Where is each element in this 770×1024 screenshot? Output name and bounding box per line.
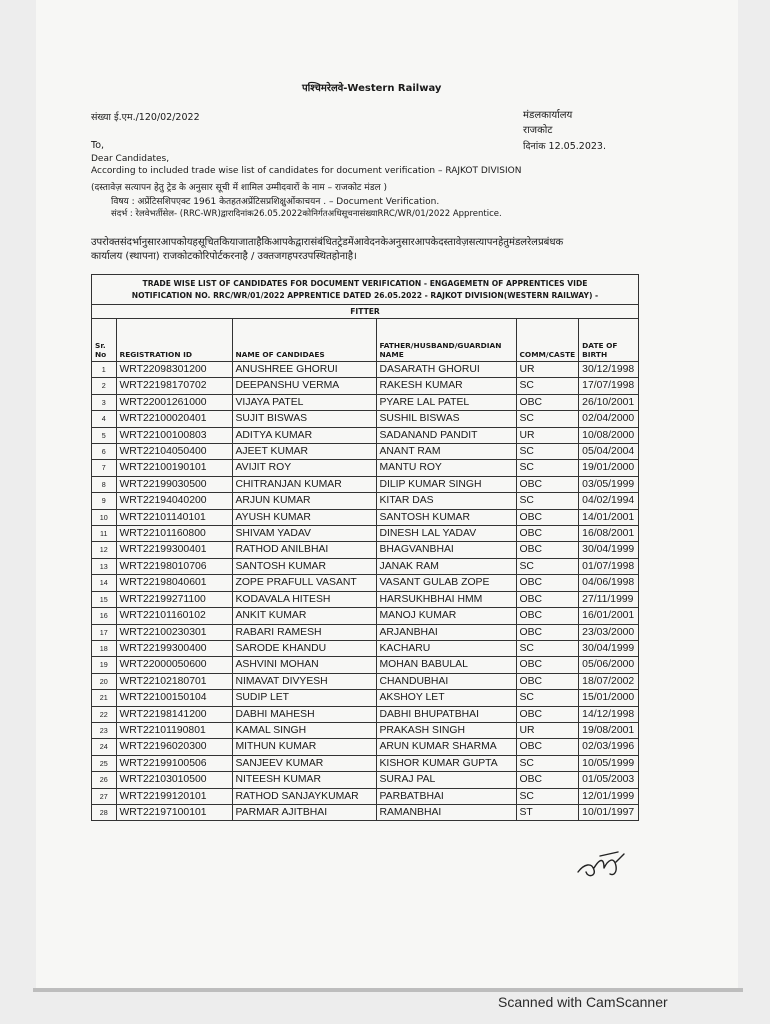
cell-registration-id: WRT22197100101 [116, 804, 232, 820]
office-city: राजकोट [523, 125, 553, 136]
cell-sr: 23 [92, 722, 116, 738]
cell-candidate-name: NITEESH KUMAR [232, 772, 376, 788]
table-row [92, 755, 638, 771]
cell-candidate-name: AJEET KUMAR [232, 444, 376, 460]
cell-sr: 26 [92, 772, 116, 788]
table-row [92, 722, 638, 738]
cell-sr: 22 [92, 706, 116, 722]
cell-dob: 01/07/1998 [579, 558, 638, 574]
table-row [92, 788, 638, 804]
cell-candidate-name: SHIVAM YADAV [232, 526, 376, 542]
letter-title: पश्चिमरेलवे-Western Railway [302, 83, 442, 94]
cell-category: OBC [516, 624, 579, 640]
cell-candidate-name: AYUSH KUMAR [232, 509, 376, 525]
table-row [92, 673, 638, 689]
cell-registration-id: WRT22199120101 [116, 788, 232, 804]
cell-category: SC [516, 558, 579, 574]
header-sr: Sr. No [92, 319, 116, 362]
cell-sr: 16 [92, 608, 116, 624]
cell-father-name: SADANAND PANDIT [376, 427, 516, 443]
cell-candidate-name: ZOPE PRAFULL VASANT [232, 575, 376, 591]
cell-sr: 3 [92, 394, 116, 410]
scanner-watermark: Scanned with CamScanner [498, 994, 668, 1010]
cell-candidate-name: AVIJIT ROY [232, 460, 376, 476]
cell-father-name: MANOJ KUMAR [376, 608, 516, 624]
cell-father-name: CHANDUBHAI [376, 673, 516, 689]
scan-edge [33, 988, 743, 992]
addressee: To, [91, 140, 105, 151]
cell-registration-id: WRT22196020300 [116, 739, 232, 755]
table-row [92, 394, 638, 410]
cell-registration-id: WRT22101160102 [116, 608, 232, 624]
cell-sr: 2 [92, 378, 116, 394]
cell-sr: 13 [92, 558, 116, 574]
cell-category: UR [516, 362, 579, 378]
instruction-line-2: कार्यालय (स्थापना) राजकोटकोरिपोर्टकरनाहै / उक्तजगहपरउपस्थितहोनाहै। [91, 251, 357, 262]
cell-dob: 10/05/1999 [579, 755, 638, 771]
cell-dob: 02/04/2000 [579, 411, 638, 427]
cell-category: SC [516, 788, 579, 804]
cell-category: OBC [516, 591, 579, 607]
subject-line: विषय : अप्रेंटिसशिपएक्ट 1961 केतहतअप्रेंटिसप्रशिक्षुओंकाचयन . – Document Verification. [111, 197, 440, 207]
cell-dob: 16/01/2001 [579, 608, 638, 624]
cell-father-name: RAMANBHAI [376, 804, 516, 820]
header-dob: DATE OF BIRTH [579, 319, 638, 362]
cell-sr: 15 [92, 591, 116, 607]
table-heading-line-2: NOTIFICATION NO. RRC/WR/01/2022 APPRENTICE DATED 26.05.2022 - RAJKOT DIVISION(WESTERN RAILWAY) - [131, 291, 599, 300]
cell-sr: 4 [92, 411, 116, 427]
cell-candidate-name: ASHVINI MOHAN [232, 657, 376, 673]
cell-category: ST [516, 804, 579, 820]
cell-registration-id: WRT22101160800 [116, 526, 232, 542]
cell-category: SC [516, 444, 579, 460]
header-registration: REGISTRATION ID [116, 319, 232, 362]
cell-father-name: RAKESH KUMAR [376, 378, 516, 394]
table-row [92, 362, 638, 378]
cell-registration-id: WRT22198010706 [116, 558, 232, 574]
cell-sr: 24 [92, 739, 116, 755]
table-row [92, 640, 638, 656]
table-row [92, 542, 638, 558]
cell-father-name: DABHI BHUPATBHAI [376, 706, 516, 722]
cell-category: OBC [516, 608, 579, 624]
cell-registration-id: WRT22101190801 [116, 722, 232, 738]
cell-candidate-name: SUDIP LET [232, 690, 376, 706]
cell-registration-id: WRT22100150104 [116, 690, 232, 706]
cell-candidate-name: SANJEEV KUMAR [232, 755, 376, 771]
reference-line: संदर्भ : रेलवेभर्तीसेल- (RRC-WR)द्वारादिनांक26.05.2022कोनिर्गतअधिसूचनासंख्याRRC/WR/01/2022 Apprentice. [111, 209, 502, 219]
trade-name: FITTER [92, 305, 638, 319]
cell-candidate-name: DABHI MAHESH [232, 706, 376, 722]
cell-dob: 10/01/1997 [579, 804, 638, 820]
cell-father-name: AKSHOY LET [376, 690, 516, 706]
cell-registration-id: WRT22198170702 [116, 378, 232, 394]
cell-dob: 02/03/1996 [579, 739, 638, 755]
cell-registration-id: WRT22198040601 [116, 575, 232, 591]
office-name: मंडलकार्यालय [523, 110, 573, 121]
cell-category: OBC [516, 772, 579, 788]
table-heading [92, 275, 638, 305]
cell-father-name: MOHAN BABULAL [376, 657, 516, 673]
cell-candidate-name: KODAVALA HITESH [232, 591, 376, 607]
cell-sr: 20 [92, 673, 116, 689]
cell-father-name: MANTU ROY [376, 460, 516, 476]
cell-category: OBC [516, 542, 579, 558]
cell-registration-id: WRT22000050600 [116, 657, 232, 673]
cell-registration-id: WRT22101140101 [116, 509, 232, 525]
cell-registration-id: WRT22001261000 [116, 394, 232, 410]
table-row [92, 526, 638, 542]
header-category: COMM/CASTE [516, 319, 579, 362]
cell-dob: 15/01/2000 [579, 690, 638, 706]
cell-category: OBC [516, 509, 579, 525]
cell-category: SC [516, 755, 579, 771]
cell-dob: 26/10/2001 [579, 394, 638, 410]
cell-category: OBC [516, 394, 579, 410]
cell-category: OBC [516, 657, 579, 673]
cell-registration-id: WRT22199271100 [116, 591, 232, 607]
cell-father-name: SANTOSH KUMAR [376, 509, 516, 525]
table-row [92, 558, 638, 574]
cell-dob: 01/05/2003 [579, 772, 638, 788]
cell-dob: 19/08/2001 [579, 722, 638, 738]
cell-registration-id: WRT22199300401 [116, 542, 232, 558]
cell-father-name: BHAGVANBHAI [376, 542, 516, 558]
table-row [92, 493, 638, 509]
cell-sr: 1 [92, 362, 116, 378]
table-row [92, 657, 638, 673]
cell-candidate-name: SUJIT BISWAS [232, 411, 376, 427]
cell-father-name: PARBATBHAI [376, 788, 516, 804]
cell-candidate-name: VIJAYA PATEL [232, 394, 376, 410]
table-row [92, 476, 638, 492]
cell-sr: 7 [92, 460, 116, 476]
cell-candidate-name: ADITYA KUMAR [232, 427, 376, 443]
cell-registration-id: WRT22103010500 [116, 772, 232, 788]
cell-registration-id: WRT22102180701 [116, 673, 232, 689]
salutation: Dear Candidates, [91, 154, 170, 164]
cell-father-name: DILIP KUMAR SINGH [376, 476, 516, 492]
table-row [92, 378, 638, 394]
cell-candidate-name: ANUSHREE GHORUI [232, 362, 376, 378]
cell-father-name: DINESH LAL YADAV [376, 526, 516, 542]
cell-registration-id: WRT22104050400 [116, 444, 232, 460]
cell-category: SC [516, 640, 579, 656]
cell-dob: 18/07/2002 [579, 673, 638, 689]
intro-paragraph-hindi: (दस्तावेज़ सत्यापन हेतु ट्रेड के अनुसार सूची में शामिल उम्मीदवारों के नाम – राजकोट मंडल ) [91, 183, 387, 193]
cell-registration-id: WRT22098301200 [116, 362, 232, 378]
cell-father-name: SURAJ PAL [376, 772, 516, 788]
reference-number: संख्या ई.एम./120/02/2022 [91, 112, 200, 123]
cell-category: SC [516, 690, 579, 706]
cell-father-name: KISHOR KUMAR GUPTA [376, 755, 516, 771]
cell-candidate-name: MITHUN KUMAR [232, 739, 376, 755]
cell-category: SC [516, 460, 579, 476]
cell-father-name: PRAKASH SINGH [376, 722, 516, 738]
cell-dob: 23/03/2000 [579, 624, 638, 640]
table-row [92, 460, 638, 476]
cell-father-name: PYARE LAL PATEL [376, 394, 516, 410]
cell-sr: 9 [92, 493, 116, 509]
table-row [92, 624, 638, 640]
cell-sr: 27 [92, 788, 116, 804]
cell-father-name: JANAK RAM [376, 558, 516, 574]
cell-category: OBC [516, 739, 579, 755]
cell-father-name: SUSHIL BISWAS [376, 411, 516, 427]
table-heading-line-1: TRADE WISE LIST OF CANDIDATES FOR DOCUMENT VERIFICATION - ENGAGEMETN OF APPRENTICES VIDE [142, 279, 588, 288]
cell-category: OBC [516, 526, 579, 542]
cell-category: SC [516, 493, 579, 509]
table-header-row [92, 319, 638, 362]
table-row [92, 575, 638, 591]
instruction-line-1: उपरोक्तसंदर्भानुसारआपकोयहसूचितकियाजाताहैकिआपकेद्वारासंबंधितट्रेडमेंआवेदनकेअनुसारआपकेदस्तावेज़सत्यापनहेतुमंडलरेलप्रबंधक [91, 237, 564, 248]
cell-sr: 25 [92, 755, 116, 771]
table-row [92, 509, 638, 525]
cell-father-name: ARUN KUMAR SHARMA [376, 739, 516, 755]
cell-category: UR [516, 427, 579, 443]
cell-candidate-name: RABARI RAMESH [232, 624, 376, 640]
cell-candidate-name: KAMAL SINGH [232, 722, 376, 738]
intro-paragraph: According to included trade wise list of candidates for document verification – RAJKOT DIVISION [91, 166, 522, 176]
cell-dob: 05/06/2000 [579, 657, 638, 673]
candidate-table [91, 274, 639, 821]
cell-sr: 5 [92, 427, 116, 443]
cell-father-name: ARJANBHAI [376, 624, 516, 640]
cell-father-name: KITAR DAS [376, 493, 516, 509]
cell-father-name: HARSUKHBHAI HMM [376, 591, 516, 607]
cell-dob: 30/12/1998 [579, 362, 638, 378]
table-row [92, 772, 638, 788]
cell-sr: 19 [92, 657, 116, 673]
cell-candidate-name: ARJUN KUMAR [232, 493, 376, 509]
header-father: FATHER/HUSBAND/GUARDIAN NAME [376, 319, 516, 362]
cell-father-name: ANANT RAM [376, 444, 516, 460]
cell-father-name: KACHARU [376, 640, 516, 656]
header-name: NAME OF CANDIDAES [232, 319, 376, 362]
cell-candidate-name: RATHOD ANILBHAI [232, 542, 376, 558]
cell-candidate-name: PARMAR AJITBHAI [232, 804, 376, 820]
cell-sr: 10 [92, 509, 116, 525]
cell-candidate-name: DEEPANSHU VERMA [232, 378, 376, 394]
cell-candidate-name: CHITRANJAN KUMAR [232, 476, 376, 492]
cell-sr: 18 [92, 640, 116, 656]
cell-sr: 11 [92, 526, 116, 542]
table-row [92, 739, 638, 755]
cell-dob: 14/12/1998 [579, 706, 638, 722]
cell-sr: 28 [92, 804, 116, 820]
cell-registration-id: WRT22100020401 [116, 411, 232, 427]
cell-father-name: VASANT GULAB ZOPE [376, 575, 516, 591]
cell-dob: 03/05/1999 [579, 476, 638, 492]
table-row [92, 411, 638, 427]
cell-dob: 30/04/1999 [579, 542, 638, 558]
table-row [92, 427, 638, 443]
cell-candidate-name: RATHOD SANJAYKUMAR [232, 788, 376, 804]
cell-dob: 05/04/2004 [579, 444, 638, 460]
cell-dob: 12/01/1999 [579, 788, 638, 804]
cell-category: OBC [516, 476, 579, 492]
cell-category: SC [516, 378, 579, 394]
cell-category: OBC [516, 673, 579, 689]
table-row [92, 591, 638, 607]
cell-sr: 17 [92, 624, 116, 640]
letter-date: दिनांक 12.05.2023. [523, 141, 606, 152]
cell-registration-id: WRT22199300400 [116, 640, 232, 656]
cell-dob: 30/04/1999 [579, 640, 638, 656]
cell-registration-id: WRT22100100803 [116, 427, 232, 443]
table-row [92, 804, 638, 820]
cell-category: OBC [516, 706, 579, 722]
cell-registration-id: WRT22199030500 [116, 476, 232, 492]
cell-dob: 10/08/2000 [579, 427, 638, 443]
table-row [92, 690, 638, 706]
table-row [92, 444, 638, 460]
cell-sr: 14 [92, 575, 116, 591]
cell-registration-id: WRT22194040200 [116, 493, 232, 509]
signature [574, 846, 634, 886]
cell-sr: 6 [92, 444, 116, 460]
table-row [92, 608, 638, 624]
cell-registration-id: WRT22198141200 [116, 706, 232, 722]
cell-dob: 14/01/2001 [579, 509, 638, 525]
cell-dob: 16/08/2001 [579, 526, 638, 542]
cell-sr: 12 [92, 542, 116, 558]
cell-candidate-name: ANKIT KUMAR [232, 608, 376, 624]
cell-sr: 8 [92, 476, 116, 492]
cell-dob: 04/06/1998 [579, 575, 638, 591]
cell-registration-id: WRT22199100506 [116, 755, 232, 771]
cell-registration-id: WRT22100190101 [116, 460, 232, 476]
cell-dob: 04/02/1994 [579, 493, 638, 509]
cell-category: SC [516, 411, 579, 427]
table-row [92, 706, 638, 722]
cell-category: OBC [516, 575, 579, 591]
cell-dob: 17/07/1998 [579, 378, 638, 394]
cell-dob: 27/11/1999 [579, 591, 638, 607]
cell-sr: 21 [92, 690, 116, 706]
cell-candidate-name: NIMAVAT DIVYESH [232, 673, 376, 689]
cell-candidate-name: SANTOSH KUMAR [232, 558, 376, 574]
cell-candidate-name: SARODE KHANDU [232, 640, 376, 656]
cell-father-name: DASARATH GHORUI [376, 362, 516, 378]
cell-dob: 19/01/2000 [579, 460, 638, 476]
cell-registration-id: WRT22100230301 [116, 624, 232, 640]
cell-category: UR [516, 722, 579, 738]
